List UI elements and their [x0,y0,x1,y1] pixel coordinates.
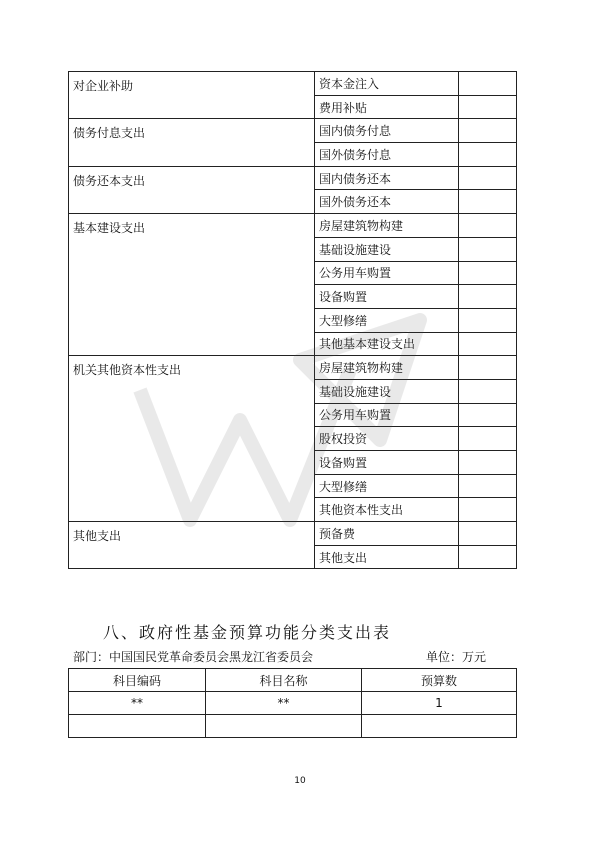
amount-cell [459,261,517,285]
category-cell: 机关其他资本性支出 [69,356,315,522]
amount-cell [459,356,517,380]
category-cell: 债务还本支出 [69,166,315,213]
item-cell: 费用补贴 [315,95,459,119]
amount-cell [459,498,517,522]
amount-cell [459,451,517,475]
item-cell: 设备购置 [315,285,459,309]
item-cell: 其他支出 [315,545,459,569]
item-cell: 国内债务付息 [315,119,459,143]
fund-budget-table [68,668,517,738]
header-subject-name: 科目名称 [206,669,362,692]
subject-name-cell [206,715,362,738]
budget-amount-cell [362,715,517,738]
item-cell: 其他资本性支出 [315,498,459,522]
table-row [69,72,517,96]
subject-name-cell: ** [206,692,362,715]
item-cell: 大型修缮 [315,308,459,332]
department-label: 部门：中国国民党革命委员会黑龙江省委员会 [73,650,314,664]
table-row [69,522,517,546]
amount-cell [459,237,517,261]
table-row [69,715,517,738]
amount-cell [459,308,517,332]
item-cell: 国外债务付息 [315,143,459,167]
expense-classification-table [68,71,517,569]
item-cell: 其他基本建设支出 [315,332,459,356]
subject-code-cell: ** [69,692,206,715]
amount-cell [459,474,517,498]
category-cell: 基本建设支出 [69,214,315,356]
item-cell: 大型修缮 [315,474,459,498]
amount-cell [459,285,517,309]
category-cell: 其他支出 [69,522,315,569]
amount-cell [459,332,517,356]
item-cell: 预备费 [315,522,459,546]
item-cell: 资本金注入 [315,72,459,96]
table-row [69,119,517,143]
expense-table-body [69,72,517,569]
table-row [69,214,517,238]
item-cell: 国内债务还本 [315,166,459,190]
item-cell: 设备购置 [315,451,459,475]
item-cell: 公务用车购置 [315,403,459,427]
unit-label: 单位：万元 [426,650,487,664]
amount-cell [459,545,517,569]
amount-cell [459,95,517,119]
amount-cell [459,190,517,214]
table-row [69,692,517,715]
section-title: 八、政府性基金预算功能分类支出表 [103,623,392,642]
item-cell: 基础设施建设 [315,379,459,403]
item-cell: 公务用车购置 [315,261,459,285]
item-cell: 基础设施建设 [315,237,459,261]
item-cell: 房屋建筑物构建 [315,214,459,238]
item-cell: 国外债务还本 [315,190,459,214]
budget-amount-cell: 1 [362,692,517,715]
amount-cell [459,166,517,190]
item-cell: 房屋建筑物构建 [315,356,459,380]
amount-cell [459,522,517,546]
table-header-row [69,669,517,692]
amount-cell [459,119,517,143]
amount-cell [459,403,517,427]
category-cell: 债务付息支出 [69,119,315,166]
subject-code-cell [69,715,206,738]
amount-cell [459,427,517,451]
header-subject-code: 科目编码 [69,669,206,692]
table-row [69,166,517,190]
amount-cell [459,143,517,167]
amount-cell [459,214,517,238]
category-cell: 对企业补助 [69,72,315,119]
item-cell: 股权投资 [315,427,459,451]
amount-cell [459,379,517,403]
page-number: 10 [294,776,306,786]
table-row [69,356,517,380]
header-budget-amount: 预算数 [362,669,517,692]
amount-cell [459,72,517,96]
